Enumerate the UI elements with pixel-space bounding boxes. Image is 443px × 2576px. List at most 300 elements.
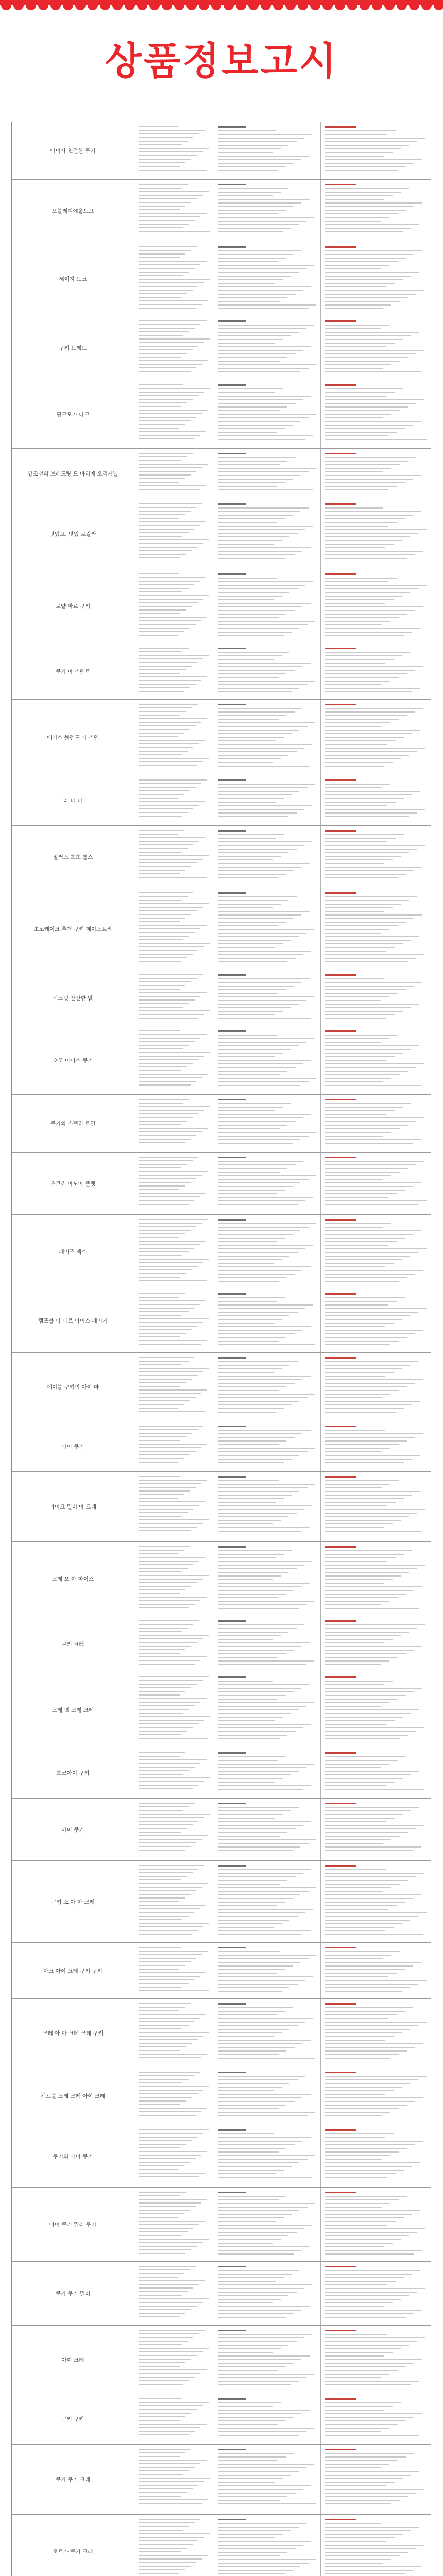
ingredients-cell bbox=[214, 380, 321, 448]
spec-cell bbox=[134, 1153, 214, 1214]
nutrition-cell bbox=[321, 1472, 431, 1541]
small-text-lines bbox=[218, 2072, 317, 2119]
small-text-lines bbox=[139, 320, 211, 375]
small-text-lines bbox=[139, 2398, 211, 2438]
spec-cell bbox=[134, 1748, 214, 1798]
product-name: 세이지 드크 bbox=[59, 276, 87, 282]
small-text-lines bbox=[325, 974, 428, 1022]
small-text-lines bbox=[218, 1546, 317, 1612]
nutrition-cell bbox=[321, 180, 431, 242]
product-name-cell bbox=[12, 1353, 134, 1421]
nutrition-cell bbox=[321, 2188, 431, 2261]
small-text-lines bbox=[218, 1803, 317, 1854]
product-name-cell bbox=[12, 1943, 134, 1998]
small-text-lines bbox=[325, 2129, 428, 2180]
spec-cell bbox=[134, 2515, 214, 2576]
nutrition-cell bbox=[321, 643, 431, 699]
page-title: 상품정보고시 bbox=[105, 39, 338, 83]
small-text-lines bbox=[139, 573, 211, 638]
product-name: 페이즈 맥스 bbox=[59, 1249, 87, 1255]
product-name-cell bbox=[12, 1542, 134, 1616]
product-name: 캠프블 크레 크레 아이 크레 bbox=[41, 2093, 105, 2099]
table-row bbox=[12, 122, 431, 180]
spec-cell bbox=[134, 1289, 214, 1352]
table-row bbox=[12, 826, 431, 888]
small-text-lines bbox=[218, 1947, 317, 1994]
small-text-lines bbox=[139, 1426, 211, 1465]
table-row bbox=[12, 2262, 431, 2326]
small-text-lines bbox=[139, 1752, 211, 1792]
table-row bbox=[12, 643, 431, 700]
table-row bbox=[12, 2188, 431, 2262]
table-row bbox=[12, 1153, 431, 1215]
ingredients-cell bbox=[214, 1542, 321, 1616]
small-text-lines bbox=[218, 126, 317, 174]
table-row bbox=[12, 1026, 431, 1095]
spec-cell bbox=[134, 775, 214, 825]
product-name: 시크릿 잔잔한 알 bbox=[53, 995, 93, 1002]
small-text-lines bbox=[325, 1752, 428, 1792]
table-row bbox=[12, 242, 431, 316]
nutrition-cell bbox=[321, 775, 431, 825]
spec-cell bbox=[134, 380, 214, 448]
small-text-lines bbox=[325, 1357, 428, 1415]
spec-cell bbox=[134, 2125, 214, 2187]
small-text-lines bbox=[325, 2449, 428, 2507]
product-name: 오블레띠에올드고 bbox=[52, 208, 94, 214]
spec-cell bbox=[134, 316, 214, 380]
product-name: 양조선의 브레드링 드 바리에 오리지널 bbox=[27, 471, 118, 477]
product-name: 캠프블 아 마르 아이스 페이지 bbox=[38, 1318, 108, 1324]
product-name: 초코케이크 추천 쿠키 페이스트리 bbox=[33, 926, 112, 933]
small-text-lines bbox=[139, 779, 211, 819]
small-text-lines bbox=[325, 184, 428, 235]
small-text-lines bbox=[139, 648, 211, 694]
spec-cell bbox=[134, 2394, 214, 2444]
small-text-lines bbox=[325, 453, 428, 493]
product-name: 쿠키 쿠키 밀러 bbox=[55, 2291, 91, 2297]
small-text-lines bbox=[325, 320, 428, 375]
small-text-lines bbox=[139, 453, 211, 493]
ingredients-cell bbox=[214, 2262, 321, 2325]
product-name-cell bbox=[12, 1472, 134, 1541]
product-name: 쿠키 쿠키 bbox=[61, 2416, 84, 2422]
ingredients-cell bbox=[214, 499, 321, 569]
small-text-lines bbox=[218, 648, 317, 695]
table-row bbox=[12, 1616, 431, 1672]
table-row bbox=[12, 1542, 431, 1616]
small-text-lines bbox=[218, 184, 317, 235]
spec-cell bbox=[134, 1095, 214, 1152]
small-text-lines bbox=[218, 2398, 317, 2438]
small-text-lines bbox=[325, 1676, 428, 1742]
nutrition-cell bbox=[321, 2515, 431, 2576]
nutrition-cell bbox=[321, 2125, 431, 2187]
small-text-lines bbox=[139, 2519, 211, 2576]
small-text-lines bbox=[325, 246, 428, 312]
spec-cell bbox=[134, 180, 214, 242]
small-text-lines bbox=[139, 704, 211, 769]
small-text-lines bbox=[139, 1676, 211, 1741]
small-text-lines bbox=[218, 1219, 317, 1284]
product-name-cell bbox=[12, 1215, 134, 1289]
table-row bbox=[12, 1943, 431, 1999]
product-name: 초코쇼 마노마 플랫 bbox=[50, 1180, 96, 1187]
product-name-cell bbox=[12, 2326, 134, 2394]
small-text-lines bbox=[139, 830, 211, 880]
product-name: 맛있고, 맛있 로칼라 bbox=[49, 531, 97, 537]
table-row bbox=[12, 1999, 431, 2067]
small-text-lines bbox=[325, 1476, 428, 1534]
product-name: 아이사 친절한 쿠키 bbox=[50, 148, 96, 154]
table-row bbox=[12, 569, 431, 643]
small-text-lines bbox=[218, 2449, 317, 2507]
small-text-lines bbox=[218, 1620, 317, 1668]
small-text-lines bbox=[325, 1099, 428, 1146]
ingredients-cell bbox=[214, 122, 321, 179]
product-name-cell bbox=[12, 449, 134, 499]
small-text-lines bbox=[139, 1357, 211, 1415]
small-text-lines bbox=[139, 2449, 211, 2506]
nutrition-cell bbox=[321, 888, 431, 970]
small-text-lines bbox=[139, 1865, 211, 1937]
small-text-lines bbox=[139, 1476, 211, 1534]
small-text-lines bbox=[325, 1546, 428, 1612]
product-name-cell bbox=[12, 826, 134, 888]
product-name: 초코아이 쿠키 bbox=[56, 1770, 90, 1776]
table-row bbox=[12, 1472, 431, 1542]
small-text-lines bbox=[139, 1947, 211, 1994]
product-name: 크레 오 아 마이스 bbox=[52, 1576, 94, 1582]
ingredients-cell bbox=[214, 1215, 321, 1289]
spec-cell bbox=[134, 1999, 214, 2067]
product-name: 쿠키의 스텔리 로열 bbox=[50, 1121, 96, 1127]
small-text-lines bbox=[139, 2266, 211, 2320]
nutrition-cell bbox=[321, 316, 431, 380]
scallop-border bbox=[0, 0, 443, 11]
nutrition-cell bbox=[321, 1542, 431, 1616]
spec-cell bbox=[134, 1026, 214, 1094]
nutrition-cell bbox=[321, 2394, 431, 2444]
small-text-lines bbox=[325, 1865, 428, 1938]
ingredients-cell bbox=[214, 242, 321, 316]
spec-cell bbox=[134, 2188, 214, 2261]
product-name-cell bbox=[12, 1748, 134, 1798]
spec-cell bbox=[134, 1799, 214, 1860]
nutrition-cell bbox=[321, 1943, 431, 1998]
nutrition-cell bbox=[321, 499, 431, 569]
small-text-lines bbox=[325, 779, 428, 820]
product-name: 아이 쿠키 밀러 쿠키 bbox=[49, 2222, 97, 2228]
small-text-lines bbox=[139, 2072, 211, 2119]
nutrition-cell bbox=[321, 569, 431, 643]
nutrition-cell bbox=[321, 1421, 431, 1471]
small-text-lines bbox=[218, 503, 317, 562]
product-name-cell bbox=[12, 2125, 134, 2187]
ingredients-cell bbox=[214, 449, 321, 499]
small-text-lines bbox=[218, 1099, 317, 1146]
ingredients-cell bbox=[214, 826, 321, 888]
ingredients-cell bbox=[214, 2188, 321, 2261]
nutrition-cell bbox=[321, 380, 431, 448]
table-row bbox=[12, 1421, 431, 1472]
small-text-lines bbox=[325, 2330, 428, 2388]
small-text-lines bbox=[139, 1803, 211, 1853]
product-name: 쿠키 아 스펠토 bbox=[55, 668, 91, 675]
small-text-lines bbox=[218, 2129, 317, 2180]
nutrition-cell bbox=[321, 122, 431, 179]
small-text-lines bbox=[218, 2003, 317, 2061]
product-name-cell bbox=[12, 1153, 134, 1214]
ingredients-cell bbox=[214, 180, 321, 242]
table-row bbox=[12, 1672, 431, 1748]
small-text-lines bbox=[325, 648, 428, 695]
ingredients-cell bbox=[214, 1748, 321, 1798]
product-name-cell bbox=[12, 2445, 134, 2514]
nutrition-cell bbox=[321, 1353, 431, 1421]
table-row bbox=[12, 2515, 431, 2576]
ingredients-cell bbox=[214, 1999, 321, 2067]
small-text-lines bbox=[218, 246, 317, 312]
product-name-cell bbox=[12, 316, 134, 380]
ingredients-cell bbox=[214, 2394, 321, 2444]
product-name: 라 나 니 bbox=[63, 798, 83, 804]
small-text-lines bbox=[139, 2003, 211, 2061]
product-name-cell bbox=[12, 180, 134, 242]
small-text-lines bbox=[325, 1620, 428, 1668]
nutrition-cell bbox=[321, 826, 431, 888]
table-row bbox=[12, 2445, 431, 2515]
small-text-lines bbox=[218, 779, 317, 820]
small-text-lines bbox=[218, 2266, 317, 2320]
ingredients-cell bbox=[214, 316, 321, 380]
product-name-cell bbox=[12, 775, 134, 825]
spec-cell bbox=[134, 700, 214, 775]
ingredients-cell bbox=[214, 2445, 321, 2514]
small-text-lines bbox=[325, 2398, 428, 2438]
small-text-lines bbox=[139, 1157, 211, 1207]
nutrition-cell bbox=[321, 1748, 431, 1798]
product-name: 초코 아이스 쿠키 bbox=[53, 1057, 93, 1064]
ingredients-cell bbox=[214, 775, 321, 825]
ingredients-cell bbox=[214, 1616, 321, 1672]
small-text-lines bbox=[218, 2192, 317, 2257]
small-text-lines bbox=[218, 320, 317, 375]
spec-cell bbox=[134, 1616, 214, 1672]
small-text-lines bbox=[218, 1426, 317, 1466]
ingredients-cell bbox=[214, 1472, 321, 1541]
nutrition-cell bbox=[321, 1672, 431, 1748]
product-name: 마크 아이 크레 쿠키 쿠키 bbox=[43, 1968, 103, 1974]
spec-cell bbox=[134, 888, 214, 970]
table-row bbox=[12, 1799, 431, 1861]
product-name: 쿠키의 아이 쿠키 bbox=[53, 2153, 93, 2160]
product-name-cell bbox=[12, 1289, 134, 1352]
nutrition-cell bbox=[321, 1153, 431, 1214]
product-name: 크레 아 마 크레 크레 쿠키 bbox=[42, 2030, 104, 2037]
ingredients-cell bbox=[214, 569, 321, 643]
spec-cell bbox=[134, 643, 214, 699]
small-text-lines bbox=[325, 1219, 428, 1284]
ingredients-cell bbox=[214, 1095, 321, 1152]
table-row bbox=[12, 2326, 431, 2394]
ingredients-cell bbox=[214, 970, 321, 1026]
table-row bbox=[12, 1215, 431, 1289]
nutrition-cell bbox=[321, 242, 431, 316]
small-text-lines bbox=[139, 1099, 211, 1146]
small-text-lines bbox=[218, 1676, 317, 1742]
small-text-lines bbox=[325, 2003, 428, 2061]
product-name: 아이 크레 bbox=[61, 2357, 84, 2363]
table-row bbox=[12, 449, 431, 499]
table-row bbox=[12, 1353, 431, 1421]
ingredients-cell bbox=[214, 888, 321, 970]
table-row bbox=[12, 1095, 431, 1153]
nutrition-cell bbox=[321, 1799, 431, 1860]
small-text-lines bbox=[325, 1947, 428, 1994]
product-name-cell bbox=[12, 1616, 134, 1672]
small-text-lines bbox=[139, 1620, 211, 1667]
table-row bbox=[12, 1861, 431, 1943]
product-name-cell bbox=[12, 2394, 134, 2444]
nutrition-cell bbox=[321, 1215, 431, 1289]
nutrition-cell bbox=[321, 2445, 431, 2514]
small-text-lines bbox=[325, 126, 428, 174]
small-text-lines bbox=[139, 2129, 211, 2180]
product-name-cell bbox=[12, 2262, 134, 2325]
product-name: 쿠키 크레 bbox=[61, 1641, 84, 1648]
product-name: 아이 쿠키 bbox=[61, 1826, 84, 1833]
nutrition-cell bbox=[321, 700, 431, 775]
spec-cell bbox=[134, 2262, 214, 2325]
product-name-cell bbox=[12, 1095, 134, 1152]
small-text-lines bbox=[325, 2266, 428, 2320]
product-name: 마이크 밀러 아 크레 bbox=[49, 1504, 97, 1510]
nutrition-cell bbox=[321, 1999, 431, 2067]
small-text-lines bbox=[139, 126, 211, 173]
table-row bbox=[12, 1289, 431, 1353]
ingredients-cell bbox=[214, 1026, 321, 1094]
small-text-lines bbox=[218, 1357, 317, 1415]
product-name: 쿠키 소 아 마 크레 bbox=[51, 1899, 95, 1905]
small-text-lines bbox=[218, 974, 317, 1022]
small-text-lines bbox=[218, 2330, 317, 2388]
ingredients-cell bbox=[214, 2067, 321, 2125]
spec-cell bbox=[134, 1421, 214, 1471]
product-name: 에이스 블렌드 아 스펠 bbox=[46, 734, 99, 741]
spec-cell bbox=[134, 122, 214, 179]
nutrition-cell bbox=[321, 449, 431, 499]
small-text-lines bbox=[139, 503, 211, 561]
product-name-cell bbox=[12, 2067, 134, 2125]
product-name: 오르가 쿠키 크레 bbox=[53, 2549, 93, 2555]
nutrition-cell bbox=[321, 2326, 431, 2394]
table-row bbox=[12, 2067, 431, 2125]
product-name-cell bbox=[12, 1861, 134, 1942]
table-row bbox=[12, 888, 431, 970]
ingredients-cell bbox=[214, 1943, 321, 1998]
small-text-lines bbox=[139, 1219, 211, 1284]
spec-cell bbox=[134, 1861, 214, 1942]
nutrition-cell bbox=[321, 1026, 431, 1094]
product-name-cell bbox=[12, 1999, 134, 2067]
small-text-lines bbox=[218, 892, 317, 965]
spec-cell bbox=[134, 1672, 214, 1748]
product-name: 핑크모카 다크 bbox=[56, 411, 90, 418]
small-text-lines bbox=[325, 384, 428, 443]
spec-cell bbox=[134, 1472, 214, 1541]
product-name: 에이블 쿠키의 아이 마 bbox=[46, 1384, 99, 1391]
product-name-cell bbox=[12, 1421, 134, 1471]
spec-cell bbox=[134, 242, 214, 316]
product-name-cell bbox=[12, 242, 134, 316]
product-name-cell bbox=[12, 888, 134, 970]
spec-cell bbox=[134, 1353, 214, 1421]
ingredients-cell bbox=[214, 700, 321, 775]
table-row bbox=[12, 700, 431, 775]
spec-cell bbox=[134, 2326, 214, 2394]
product-name: 크레 벨 크레 크레 bbox=[52, 1707, 94, 1714]
ingredients-cell bbox=[214, 1672, 321, 1748]
small-text-lines bbox=[218, 384, 317, 443]
small-text-lines bbox=[325, 704, 428, 769]
product-name-cell bbox=[12, 380, 134, 448]
spec-cell bbox=[134, 449, 214, 499]
table-row bbox=[12, 316, 431, 380]
small-text-lines bbox=[218, 1030, 317, 1089]
spec-cell bbox=[134, 499, 214, 569]
ingredients-cell bbox=[214, 1861, 321, 1942]
spec-cell bbox=[134, 1215, 214, 1289]
ingredients-cell bbox=[214, 1289, 321, 1352]
small-text-lines bbox=[139, 1293, 211, 1347]
nutrition-cell bbox=[321, 1289, 431, 1352]
small-text-lines bbox=[139, 2192, 211, 2257]
product-name-cell bbox=[12, 122, 134, 179]
table-row bbox=[12, 499, 431, 569]
product-name-cell bbox=[12, 700, 134, 775]
small-text-lines bbox=[139, 974, 211, 1021]
nutrition-cell bbox=[321, 2262, 431, 2325]
product-name-cell bbox=[12, 569, 134, 643]
small-text-lines bbox=[139, 2330, 211, 2387]
small-text-lines bbox=[325, 1293, 428, 1348]
spec-cell bbox=[134, 970, 214, 1026]
spec-cell bbox=[134, 2067, 214, 2125]
small-text-lines bbox=[139, 384, 211, 442]
spec-cell bbox=[134, 2445, 214, 2514]
small-text-lines bbox=[218, 1293, 317, 1348]
nutrition-cell bbox=[321, 970, 431, 1026]
table-row bbox=[12, 1748, 431, 1799]
ingredients-cell bbox=[214, 2125, 321, 2187]
product-info-table bbox=[11, 122, 431, 2576]
ingredients-cell bbox=[214, 1153, 321, 1214]
ingredients-cell bbox=[214, 1421, 321, 1471]
nutrition-cell bbox=[321, 1095, 431, 1152]
small-text-lines bbox=[139, 246, 211, 311]
table-row bbox=[12, 380, 431, 449]
nutrition-cell bbox=[321, 2067, 431, 2125]
product-name-cell bbox=[12, 643, 134, 699]
ingredients-cell bbox=[214, 2326, 321, 2394]
nutrition-cell bbox=[321, 1861, 431, 1942]
small-text-lines bbox=[218, 704, 317, 769]
small-text-lines bbox=[218, 1476, 317, 1534]
spec-cell bbox=[134, 1542, 214, 1616]
table-row bbox=[12, 2394, 431, 2445]
small-text-lines bbox=[218, 830, 317, 881]
